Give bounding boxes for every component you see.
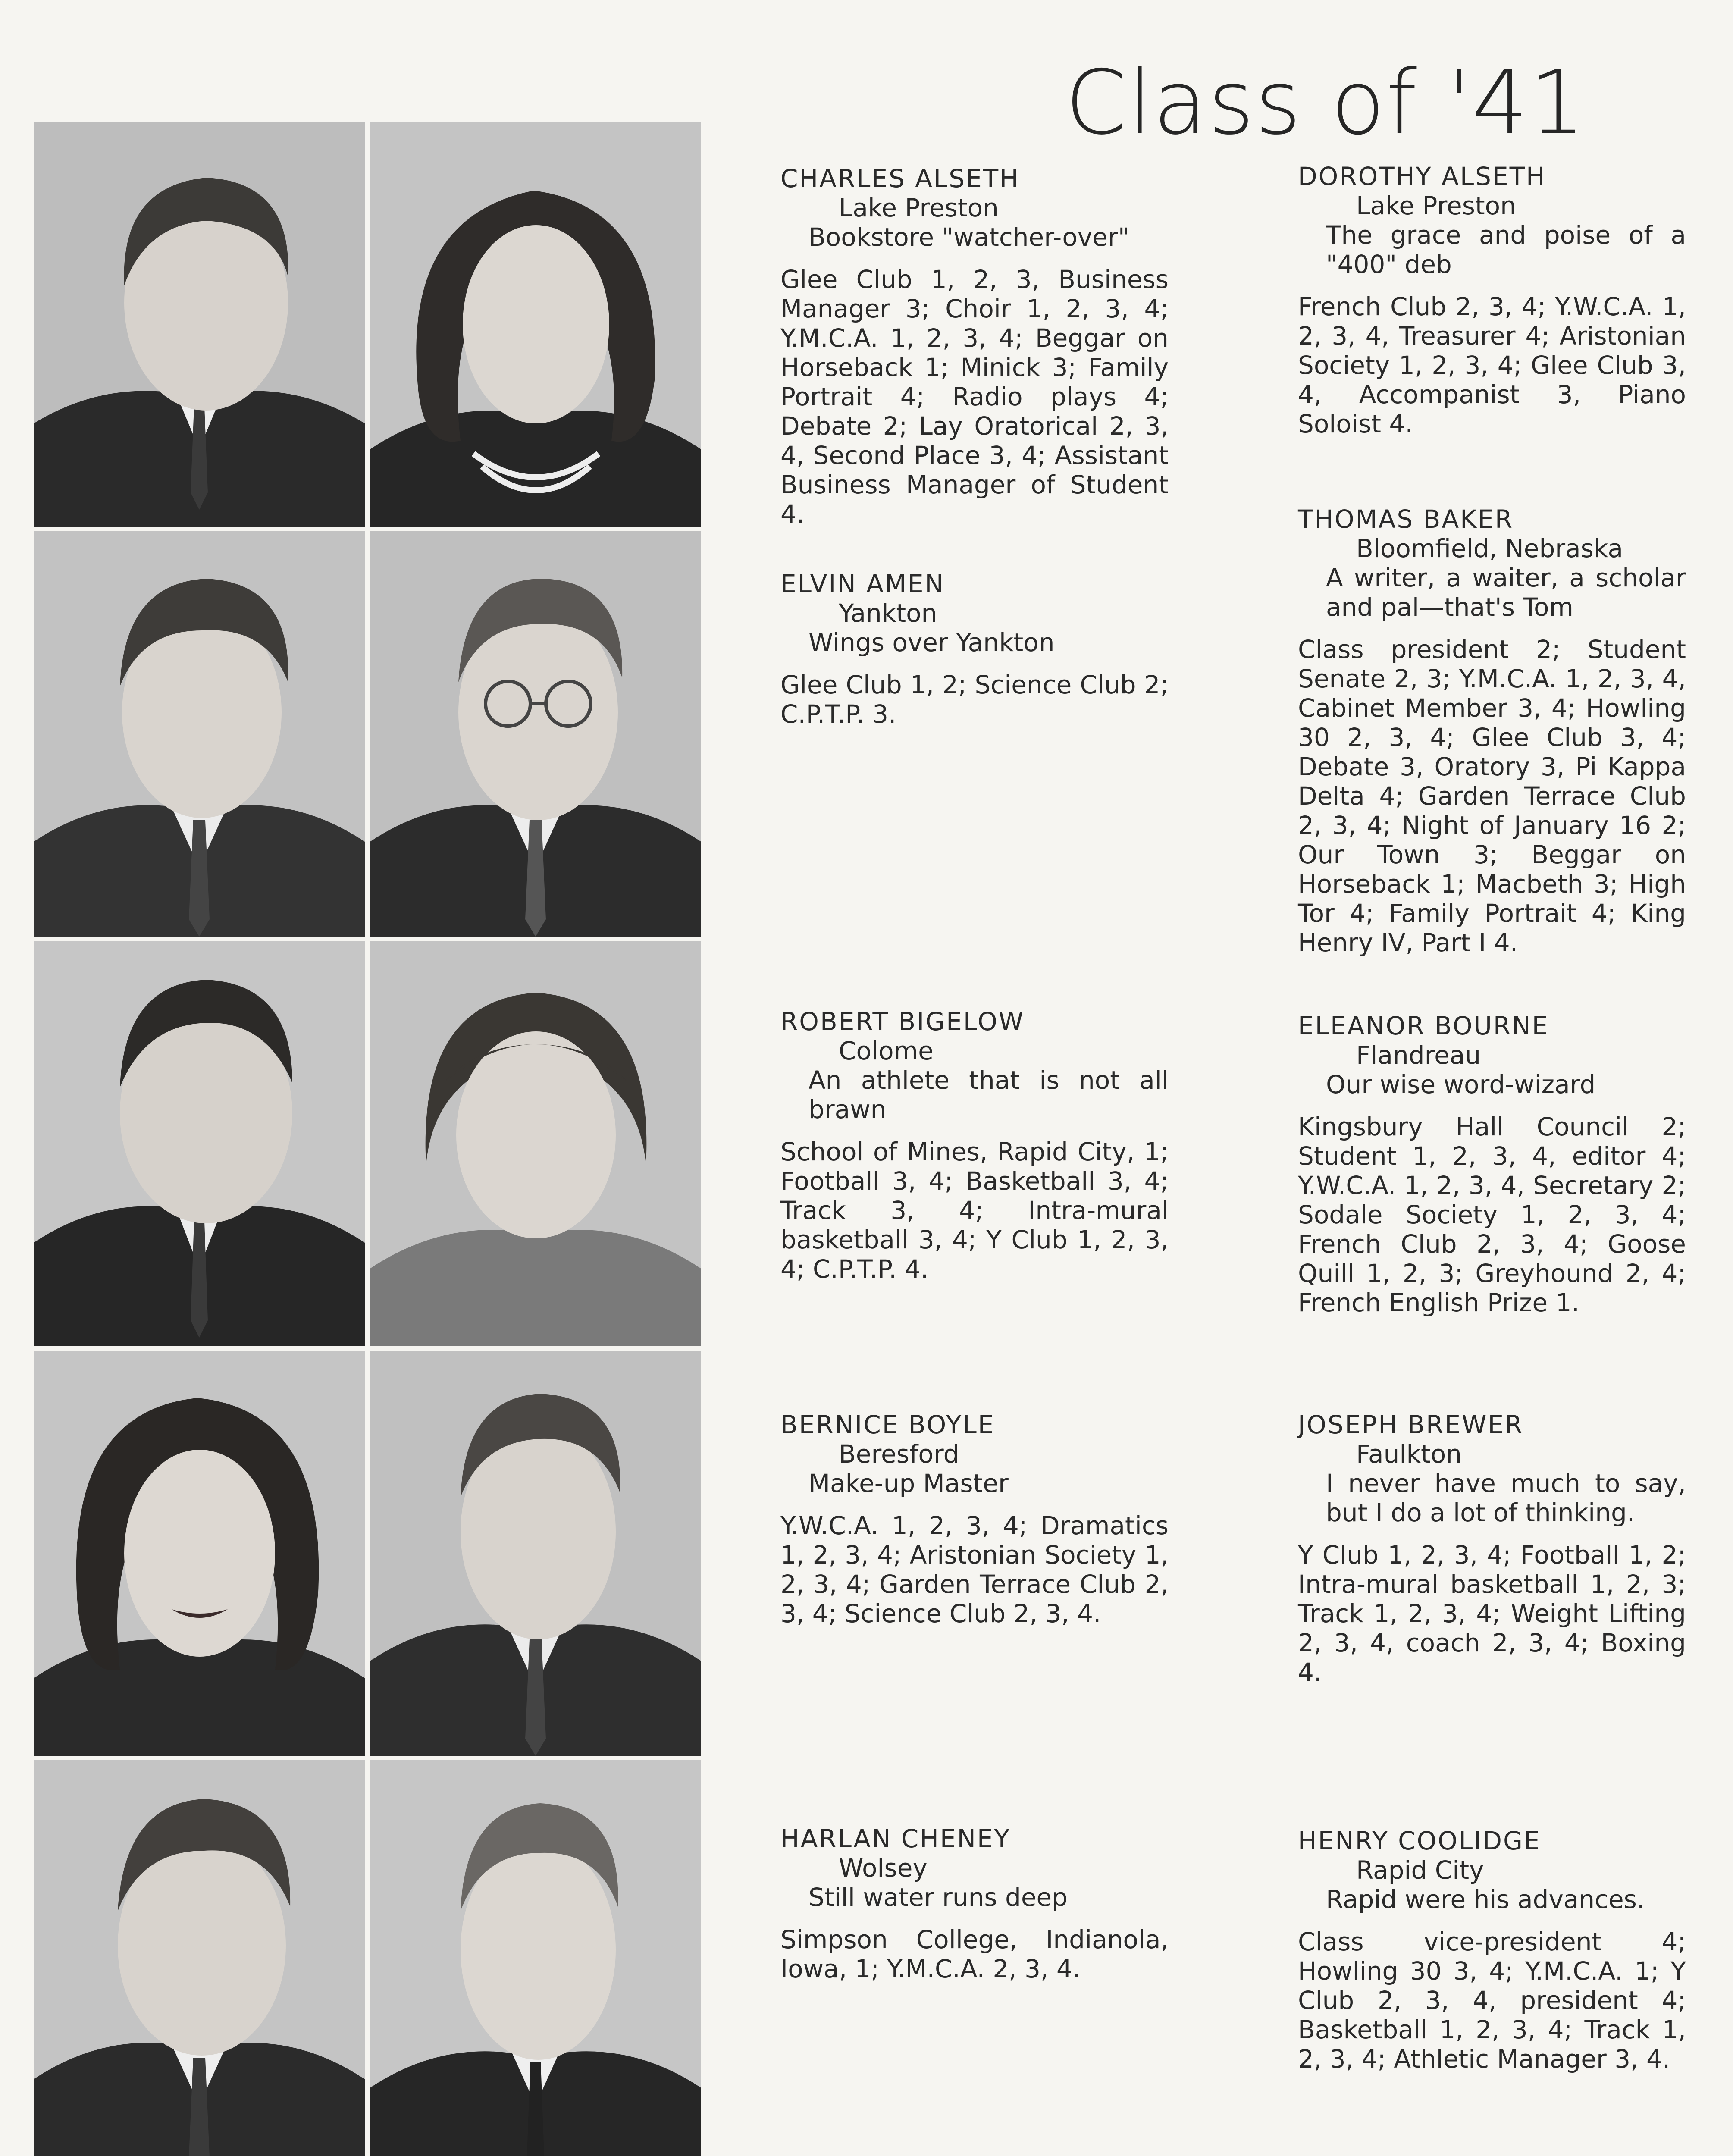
portrait-photo — [370, 122, 701, 527]
student-town: Yankton — [839, 599, 937, 628]
student-town: Faulkton — [1356, 1439, 1462, 1469]
portrait-image — [34, 1760, 365, 2156]
student-entry — [1298, 505, 1686, 957]
student-motto: Rapid were his advances. — [1326, 1885, 1645, 1914]
student-name: HENRY COOLIDGE — [1298, 1826, 1541, 1855]
student-name: CHARLES ALSETH — [780, 164, 1020, 193]
student-entry — [1298, 162, 1686, 439]
student-town: Wolsey — [839, 1853, 928, 1883]
student-activities: Y Club 1, 2, 3, 4; Football 1, 2; Intra-mural basketball 1, 2, 3; Track 1, 2, 3, 4; Weight Lifting 2, 3, 4, coach 2, 3, 4; Boxing 4. — [1298, 1540, 1686, 1687]
student-entry — [1298, 1410, 1686, 1687]
student-name: HARLAN CHENEY — [780, 1824, 1011, 1853]
student-entry — [780, 164, 1169, 529]
student-activities: French Club 2, 3, 4; Y.W.C.A. 1, 2, 3, 4, Treasurer 4; Aristonian Society 1, 2, 3, 4; Glee Club 3, 4, Accompanist 3, Piano Soloist 4. — [1298, 292, 1686, 439]
student-town: Lake Preston — [1356, 191, 1516, 220]
student-name: ELEANOR BOURNE — [1298, 1011, 1549, 1040]
portrait-image — [34, 531, 365, 937]
portrait-photo — [34, 531, 365, 937]
student-town: Bloomfield, Nebraska — [1356, 534, 1623, 563]
portrait-grid — [34, 122, 706, 2156]
student-activities: Class vice-president 4; Howling 30 3, 4; Y.M.C.A. 1; Y Club 2, 3, 4, president 4; Basketball 1, 2, 3, 4; Track 1, 2, 3, 4; Athletic Manager 3, 4. — [1298, 1927, 1686, 2074]
student-town: Lake Preston — [839, 193, 999, 222]
student-motto: The grace and poise of a "400" deb — [1326, 220, 1686, 279]
student-name: JOSEPH BREWER — [1298, 1410, 1524, 1439]
student-activities: Glee Club 1, 2, 3, Business Manager 3; Choir 1, 2, 3, 4; Y.M.C.A. 1, 2, 3, 4; Beggar on Horseback 1; Minick 3; Family Portrait 4; Radio plays 4; Debate 2; Lay Oratorical 2, 3, 4, Second Place 3, 4; Assistant Business Manager of Student 4. — [780, 265, 1169, 529]
portrait-photo — [34, 1760, 365, 2156]
student-activities: Glee Club 1, 2; Science Club 2; C.P.T.P. 3. — [780, 670, 1169, 729]
student-activities: Class president 2; Student Senate 2, 3; Y.M.C.A. 1, 2, 3, 4, Cabinet Member 3, 4; Howling 30 2, 3, 4; Glee Club 3, 4; Debate 3, Oratory 3, Pi Kappa Delta 4; Garden Terrace Club 2, 3, 4; Night of January 16 2; Our Town 3; Beggar on Horseback 1; Macbeth 3; High Tor 4; Family Portrait 4; King Henry IV, Part I 4. — [1298, 635, 1686, 957]
portrait-image — [370, 941, 701, 1346]
student-motto: Still water runs deep — [809, 1883, 1068, 1912]
portrait-photo — [370, 941, 701, 1346]
student-activities: Y.W.C.A. 1, 2, 3, 4; Dramatics 1, 2, 3, 4; Aristonian Society 1, 2, 3, 4; Garden Terrace Club 2, 3, 4; Science Club 2, 3, 4. — [780, 1511, 1169, 1628]
student-town: Rapid City — [1356, 1855, 1484, 1885]
portrait-image — [34, 122, 365, 527]
portrait-image — [34, 1351, 365, 1756]
portrait-image — [370, 531, 701, 937]
student-activities: School of Mines, Rapid City, 1; Football 3, 4; Basketball 3, 4; Track 3, 4; Intra-mural basketball 3, 4; Y Club 1, 2, 3, 4; C.P.T.P. 4. — [780, 1137, 1169, 1284]
student-name: THOMAS BAKER — [1298, 505, 1514, 534]
student-entry — [780, 569, 1169, 729]
student-entry — [780, 1410, 1169, 1628]
student-entry — [1298, 1011, 1686, 1317]
student-motto: Our wise word-wizard — [1326, 1070, 1596, 1099]
portrait-image — [370, 122, 701, 527]
page-title: Class of '41 — [1065, 52, 1586, 154]
student-name: BERNICE BOYLE — [780, 1410, 995, 1439]
student-motto: Make-up Master — [809, 1469, 1009, 1498]
student-name: DOROTHY ALSETH — [1298, 162, 1546, 191]
student-entry — [780, 1007, 1169, 1284]
student-entry — [1298, 1826, 1686, 2074]
portrait-image — [370, 1760, 701, 2156]
portrait-photo — [370, 1351, 701, 1756]
portrait-image — [34, 941, 365, 1346]
student-entry — [780, 1824, 1169, 1984]
student-motto: An athlete that is not all brawn — [809, 1065, 1169, 1124]
student-town: Colome — [839, 1036, 934, 1065]
student-motto: I never have much to say, but I do a lot of thinking. — [1326, 1469, 1686, 1527]
portrait-photo — [34, 122, 365, 527]
student-motto: Bookstore "watcher-over" — [809, 222, 1130, 252]
student-activities: Kingsbury Hall Council 2; Student 1, 2, 3, 4, editor 4; Y.W.C.A. 1, 2, 3, 4, Secretary 2; Sodale Society 1, 2, 3, 4; French Club 2, 3, 4; Goose Quill 1, 2, 3; Greyhound 2, 4; French English Prize 1. — [1298, 1112, 1686, 1317]
portrait-photo — [370, 1760, 701, 2156]
portrait-photo — [370, 531, 701, 937]
student-town: Beresford — [839, 1439, 959, 1469]
portrait-photo — [34, 1351, 365, 1756]
portrait-image — [370, 1351, 701, 1756]
student-motto: A writer, a waiter, a scholar and pal—that's Tom — [1326, 563, 1686, 622]
student-activities: Simpson College, Indianola, Iowa, 1; Y.M.C.A. 2, 3, 4. — [780, 1925, 1169, 1984]
student-name: ROBERT BIGELOW — [780, 1007, 1025, 1036]
student-name: ELVIN AMEN — [780, 569, 945, 599]
student-town: Flandreau — [1356, 1040, 1481, 1070]
student-motto: Wings over Yankton — [809, 628, 1055, 657]
portrait-photo — [34, 941, 365, 1346]
